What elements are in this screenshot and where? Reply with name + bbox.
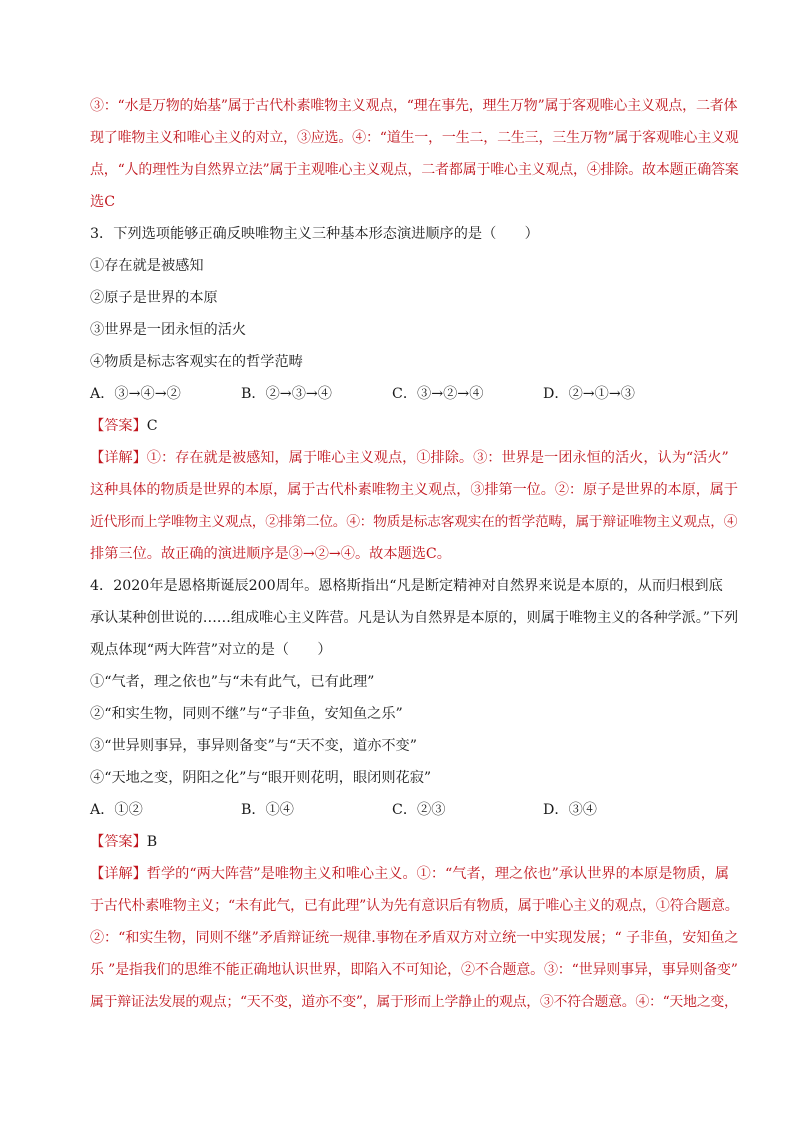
prev-explanation-line: ③：“水是万物的始基”属于古代朴素唯物主义观点，“理在事先，理生万物”属于客观唯心主义观点，二者体	[90, 98, 738, 114]
prev-explanation-line: 点，“人的理性为自然界立法”属于主观唯心主义观点，二者都属于唯心主义观点，④排除。故本题正确答案	[90, 162, 739, 178]
question-stem: 观点体现“两大阵营”对立的是（ ）	[90, 642, 332, 658]
answer-value: C	[146, 418, 158, 434]
detail-text: 于古代朴素唯物主义；“未有此气，已有此理”认为先有意识后有物质，属于唯心主义的观点，①符合题意。	[90, 898, 739, 914]
detail-text: 近代形而上学唯物主义观点，②排第二位。④：物质是标志客观实在的哲学范畴，属于辩证唯物主义观点，④	[90, 514, 738, 530]
detail-tag: 【详解】	[90, 450, 147, 466]
detail-tag: 【详解】	[90, 866, 147, 882]
answer-tag: 【答案】	[90, 834, 147, 850]
question-item: ②“和实生物，同则不继”与“子非鱼，安知鱼之乐”	[90, 706, 403, 722]
detail-text: ②：“和实生物，同则不继”矛盾辩证统一规律.事物在矛盾双方对立统一中实现发展；“ 子非鱼，安知鱼之	[90, 930, 739, 946]
option-d: D．③④	[543, 802, 597, 818]
option-b: B．②→③→④	[241, 386, 332, 402]
answer-tag: 【答案】	[90, 418, 147, 434]
answer-value: B	[146, 834, 158, 850]
question-item: ③世界是一团永恒的活火	[90, 322, 247, 338]
prev-explanation-line: 选C	[90, 194, 116, 210]
detail-text: 排第三位。故正确的演进顺序是③→②→④。故本题选C。	[90, 546, 451, 562]
detail-text: 属于辩证法发展的观点；“天不变，道亦不变”，属于形而上学静止的观点，③不符合题意。④：“天地之变，	[90, 994, 738, 1010]
answer-line	[90, 416, 738, 436]
detail-text: ①：存在就是被感知，属于唯心主义观点，①排除。③：世界是一团永恒的活火，认为“活火”	[146, 450, 729, 466]
detail-text: 这种具体的物质是世界的本原，属于古代朴素唯物主义观点，③排第一位。②：原子是世界的本原，属于	[90, 482, 738, 498]
prev-explanation	[90, 96, 738, 212]
option-c: C．②③	[392, 802, 446, 818]
option-a: A．①②	[90, 802, 143, 818]
option-a: A．③→④→②	[90, 386, 181, 402]
question-3	[90, 224, 738, 564]
page-content	[90, 96, 738, 1012]
option-b: B．①④	[241, 802, 294, 818]
question-item: ②原子是世界的本原	[90, 290, 218, 306]
question-item: ④“天地之变，阴阳之化”与“眼开则花明，眼闭则花寂”	[90, 770, 432, 786]
prev-explanation-line: 现了唯物主义和唯心主义的对立，③应选。④：“道生一，一生二，二生三，三生万物”属于客观唯心主义观	[90, 130, 739, 146]
option-c: C．③→②→④	[392, 386, 484, 402]
detail-text: 哲学的“两大阵营”是唯物主义和唯心主义。①：“气者，理之依也”承认世界的本原是物质，属	[146, 866, 730, 882]
detail-text: 乐 ”是指我们的思维不能正确地认识世界，即陷入不可知论，②不合题意。③：“世异则事异，事异则备变”	[90, 962, 738, 978]
question-item: ①存在就是被感知	[90, 258, 204, 274]
question-item: ①“气者，理之依也”与“未有此气，已有此理”	[90, 674, 375, 690]
question-item: ④物质是标志客观实在的哲学范畴	[90, 354, 303, 370]
options-row	[90, 800, 738, 820]
options-row	[90, 384, 738, 404]
question-stem: 4．2020年是恩格斯诞辰200周年。恩格斯指出“凡是断定精神对自然界来说是本原的，从而归根到底	[90, 578, 723, 594]
detail-line	[90, 864, 738, 884]
question-item: ③“世异则事异，事异则备变”与“天不变，道亦不变”	[90, 738, 417, 754]
answer-line	[90, 832, 738, 852]
question-stem: 承认某种创世说的……组成唯心主义阵营。凡是认为自然界是本原的，则属于唯物主义的各种学派。”下列	[90, 610, 739, 626]
question-4	[90, 576, 738, 1012]
option-d: D．②→①→③	[543, 386, 635, 402]
question-stem: 3．下列选项能够正确反映唯物主义三种基本形态演进顺序的是（ ）	[90, 226, 539, 242]
detail-line	[90, 448, 738, 468]
